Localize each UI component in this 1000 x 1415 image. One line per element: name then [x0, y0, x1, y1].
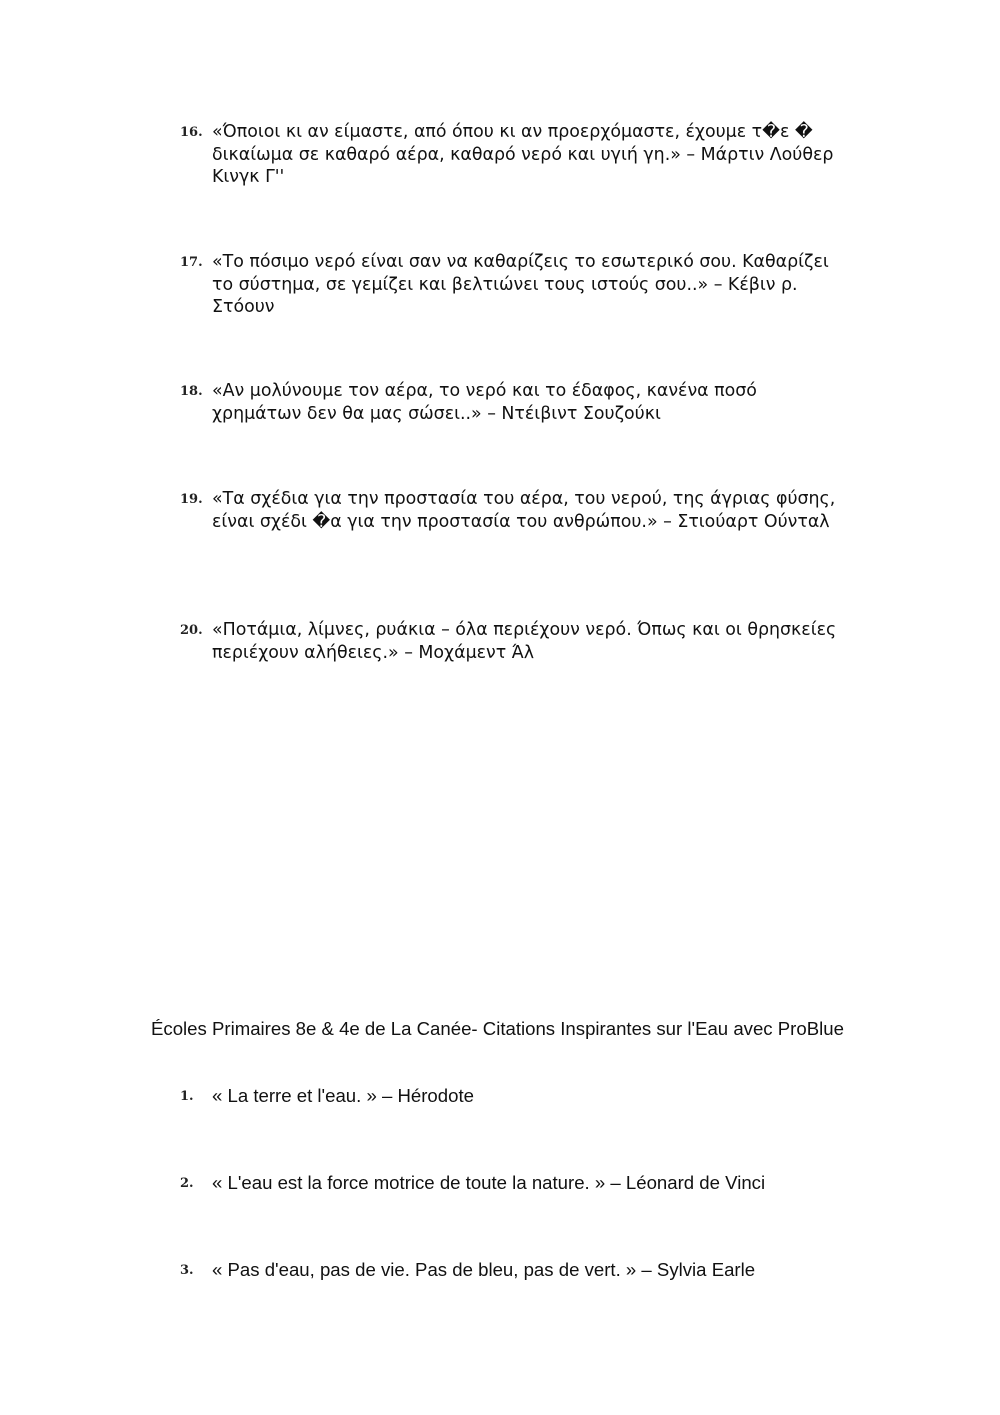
quote-number: 16.	[180, 125, 203, 140]
quote-text: « La terre et l'eau. » – Hérodote	[212, 1085, 474, 1106]
quote-number: 18.	[180, 384, 203, 399]
quote-text: « L'eau est la force motrice de toute la nature. » – Léonard de Vinci	[212, 1172, 766, 1193]
quote-text: « Pas d'eau, pas de vie. Pas de bleu, pas de vert. » – Sylvia Earle	[212, 1259, 756, 1280]
quote-text: «Τα σχέδια για την προστασία του αέρα, του νερού, της άγριας φύσης, είναι σχέδι �α για την προστασία του ανθρώπου.» – Στιούαρτ Ούνταλ	[212, 489, 836, 532]
quote-number: 3.	[180, 1263, 194, 1278]
section-title: Écoles Primaires 8e & 4e de La Canée- Citations Inspirantes sur l'Eau avec ProBlue	[151, 1018, 844, 1039]
quote-text: «Όποιοι κι αν είμαστε, από όπου κι αν προερχόμαστε, έχουμε τ�ε � δικαίωμα σε καθαρό αέρα, καθαρό νερό και υγιή γη.» – Μάρτιν Λούθερ Κινγκ Γ''	[212, 122, 834, 187]
quote-text: «Το πόσιμο νερό είναι σαν να καθαρίζεις το εσωτερικό σου. Καθαρίζει το σύστημα, σε γεμίζει και βελτιώνει τους ιστούς σου..» – Κέβιν ρ. Στόουν	[212, 252, 829, 317]
quote-text: «Ποτάμια, λίμνες, ρυάκια – όλα περιέχουν νερό. Όπως και οι θρησκείες περιέχουν αλήθειες.» – Μοχάμεντ Άλ	[212, 620, 837, 663]
quote-number: 17.	[180, 255, 203, 270]
quote-number: 1.	[180, 1089, 194, 1104]
quote-number: 19.	[180, 492, 203, 507]
quote-number: 2.	[180, 1176, 194, 1191]
quote-number: 20.	[180, 623, 203, 638]
quote-text: «Αν μολύνουμε τον αέρα, το νερό και το έδαφος, κανένα ποσό χρημάτων δεν θα μας σώσει..» – Ντέιβιντ Σουζούκι	[212, 381, 757, 424]
